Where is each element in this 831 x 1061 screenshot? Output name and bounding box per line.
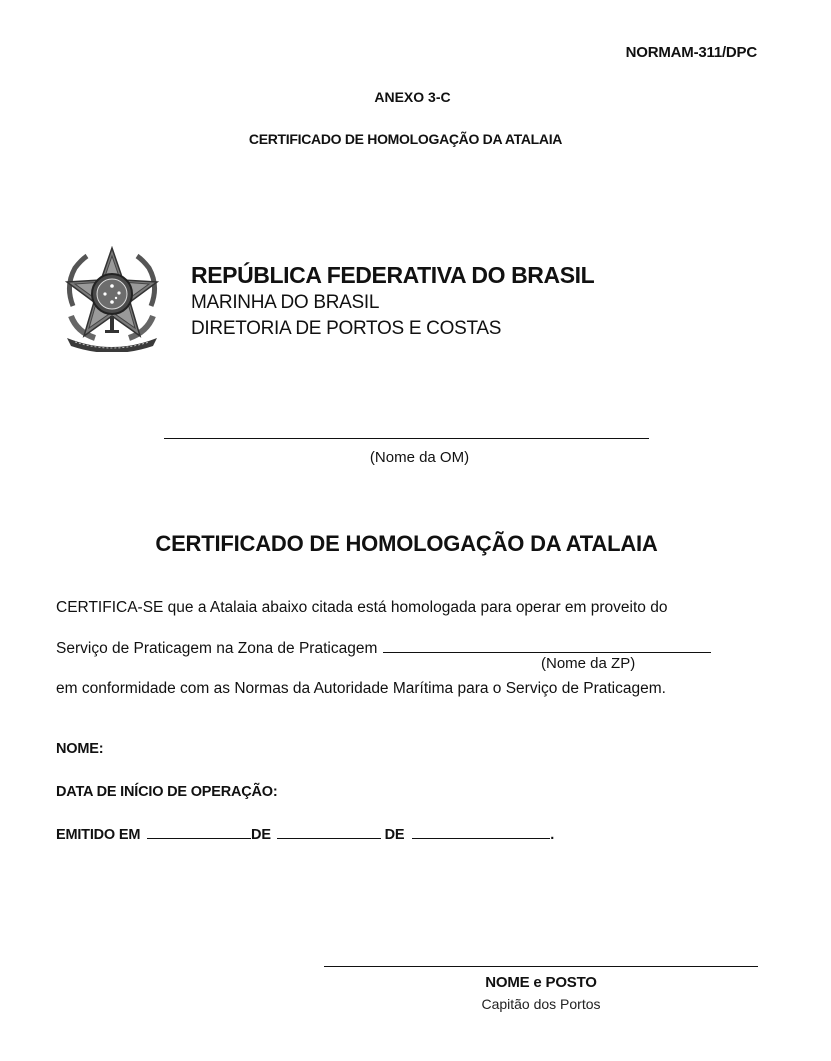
republic-name: REPÚBLICA FEDERATIVA DO BRASIL bbox=[191, 262, 595, 288]
issued-month-blank bbox=[277, 826, 381, 839]
brazil-coat-of-arms-icon bbox=[61, 246, 163, 352]
institution-header bbox=[191, 260, 594, 342]
page-heading bbox=[0, 131, 831, 147]
issued-end-dot: . bbox=[550, 827, 555, 843]
navy-name: MARINHA DO BRASIL bbox=[191, 292, 380, 313]
signature-line bbox=[324, 966, 758, 967]
certificate-text-line-2-text: Serviço de Praticagem na Zona de Praticagem bbox=[56, 640, 378, 657]
issued-day-blank bbox=[147, 826, 251, 839]
certificate-text-line-1: CERTIFICA-SE que a Atalaia abaixo citada está homologada para operar em proveito do bbox=[56, 599, 668, 616]
issued-on-row bbox=[56, 826, 554, 843]
certificate-title bbox=[0, 531, 831, 557]
issued-year-blank bbox=[412, 826, 550, 839]
issued-de-2: DE bbox=[384, 827, 405, 843]
zp-name-line bbox=[383, 640, 711, 653]
name-label: NOME: bbox=[56, 741, 104, 757]
certificate-text-line-3: em conformidade com as Normas da Autoridade Marítima para o Serviço de Praticagem. bbox=[56, 680, 666, 697]
annex-label-text: ANEXO 3-C bbox=[374, 89, 451, 105]
document-code: NORMAM-311/DPC bbox=[625, 44, 757, 61]
start-date-label: DATA DE INÍCIO DE OPERAÇÃO: bbox=[56, 784, 278, 800]
issued-de-1: DE bbox=[251, 827, 271, 843]
page-heading-text: CERTIFICADO DE HOMOLOGAÇÃO DA ATALAIA bbox=[248, 131, 563, 147]
om-name-line bbox=[164, 438, 649, 439]
signature-name-rank: NOME e POSTO bbox=[485, 974, 597, 991]
issued-on-label: EMITIDO EM bbox=[56, 827, 141, 843]
directorate-name: DIRETORIA DE PORTOS E COSTAS bbox=[191, 318, 502, 339]
annex-label bbox=[0, 89, 831, 105]
signature-role: Capitão dos Portos bbox=[481, 996, 601, 1012]
om-name-caption: (Nome da OM) bbox=[369, 449, 470, 466]
certificate-title-text: CERTIFICADO DE HOMOLOGAÇÃO DA ATALAIA bbox=[155, 531, 658, 556]
zp-name-caption: (Nome da ZP) bbox=[541, 655, 636, 672]
